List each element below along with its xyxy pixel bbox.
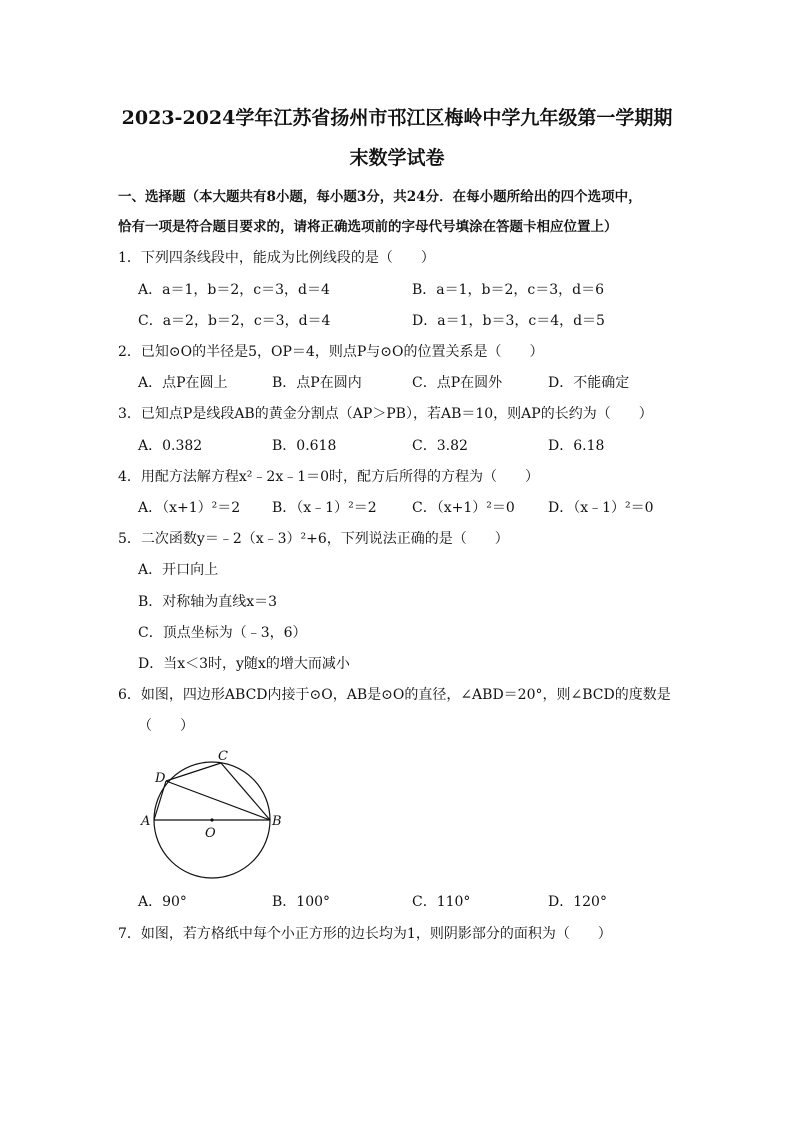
segment-dc: [166, 763, 221, 781]
label-b: B: [272, 814, 282, 829]
question-4-option-c: C．（x+1）²＝0: [412, 500, 515, 516]
question-2-option-b: B．点P在圆内: [272, 375, 362, 391]
label-o: O: [205, 826, 216, 841]
question-1-option-c: C．a＝2，b＝2，c＝3，d＝4: [138, 313, 331, 329]
question-2-option-c: C．点P在圆外: [412, 375, 503, 391]
question-6-stem-line2: （ ）: [138, 718, 194, 734]
question-1-stem: 1．下列四条线段中，能成为比例线段的是（ ）: [118, 250, 435, 266]
question-3-option-d: D．6.18: [548, 438, 605, 454]
question-4-option-d: D．（x﹣1）²＝0: [548, 500, 654, 516]
question-6-stem-line1: 6．如图，四边形ABCD内接于⊙O，AB是⊙O的直径，∠ABD＝20°，则∠BCD的度数是: [118, 687, 671, 703]
question-1-option-b: B．a＝1，b＝2，c＝3，d＝6: [412, 282, 605, 298]
section-heading-line2: 恰有一项是符合题目要求的，请将正确选项前的字母代号填涂在答题卡相应位置上）: [118, 219, 618, 235]
question-5-option-c: C．顶点坐标为（﹣3，6）: [138, 625, 307, 641]
question-2-stem: 2．已知⊙O的半径是5，OP＝4，则点P与⊙O的位置关系是（ ）: [118, 344, 544, 360]
question-3-option-a: A．0.382: [138, 438, 203, 454]
question-4-option-a: A．（x+1）²＝2: [138, 500, 241, 516]
label-a: A: [141, 814, 151, 829]
question-4-stem: 4．用配方法解方程x²﹣2x﹣1＝0时，配方后所得的方程为（ ）: [118, 469, 540, 485]
question-5-option-a: A．开口向上: [138, 562, 219, 578]
circle-quadrilateral-figure: [138, 744, 288, 884]
question-6-option-b: B．100°: [272, 894, 331, 910]
question-3-stem: 3．已知点P是线段AB的黄金分割点（AP＞PB），若AB＝10，则AP的长约为（ ）: [118, 406, 653, 422]
question-1-option-a: A．a＝1，b＝2，c＝3，d＝4: [138, 282, 330, 298]
segment-ad: [154, 781, 166, 820]
section-heading-line1: 一、选择题（本大题共有8小题，每小题3分，共24分．在每小题所给出的四个选项中，: [118, 189, 642, 205]
question-1-option-d: D．a＝1，b＝3，c＝4，d＝5: [412, 313, 605, 329]
question-3-option-c: C．3.82: [412, 438, 468, 454]
question-5-stem: 5．二次函数y＝﹣2（x﹣3）²+6，下列说法正确的是（ ）: [118, 531, 509, 547]
question-6-option-c: C．110°: [412, 894, 471, 910]
question-2-option-d: D．不能确定: [548, 375, 630, 391]
question-6-option-d: D．120°: [548, 894, 607, 910]
question-4-option-b: B．（x﹣1）²＝2: [272, 500, 377, 516]
segment-db: [166, 781, 270, 820]
question-3-option-b: B．0.618: [272, 438, 337, 454]
question-5-option-b: B．对称轴为直线x＝3: [138, 594, 278, 610]
exam-title-line1: 2023-2024学年江苏省扬州市邗江区梅岭中学九年级第一学期期: [121, 107, 673, 129]
question-2-option-a: A．点P在圆上: [138, 375, 228, 391]
exam-title-line2: 末数学试卷: [349, 147, 445, 169]
question-7-stem: 7．如图，若方格纸中每个小正方形的边长均为1，则阴影部分的面积为（ ）: [118, 926, 612, 942]
label-d: D: [155, 771, 166, 786]
center-dot: [210, 818, 213, 821]
label-c: C: [218, 749, 228, 764]
question-6-option-a: A．90°: [138, 894, 187, 910]
question-5-option-d: D．当x＜3时，y随x的增大而减小: [138, 656, 350, 672]
